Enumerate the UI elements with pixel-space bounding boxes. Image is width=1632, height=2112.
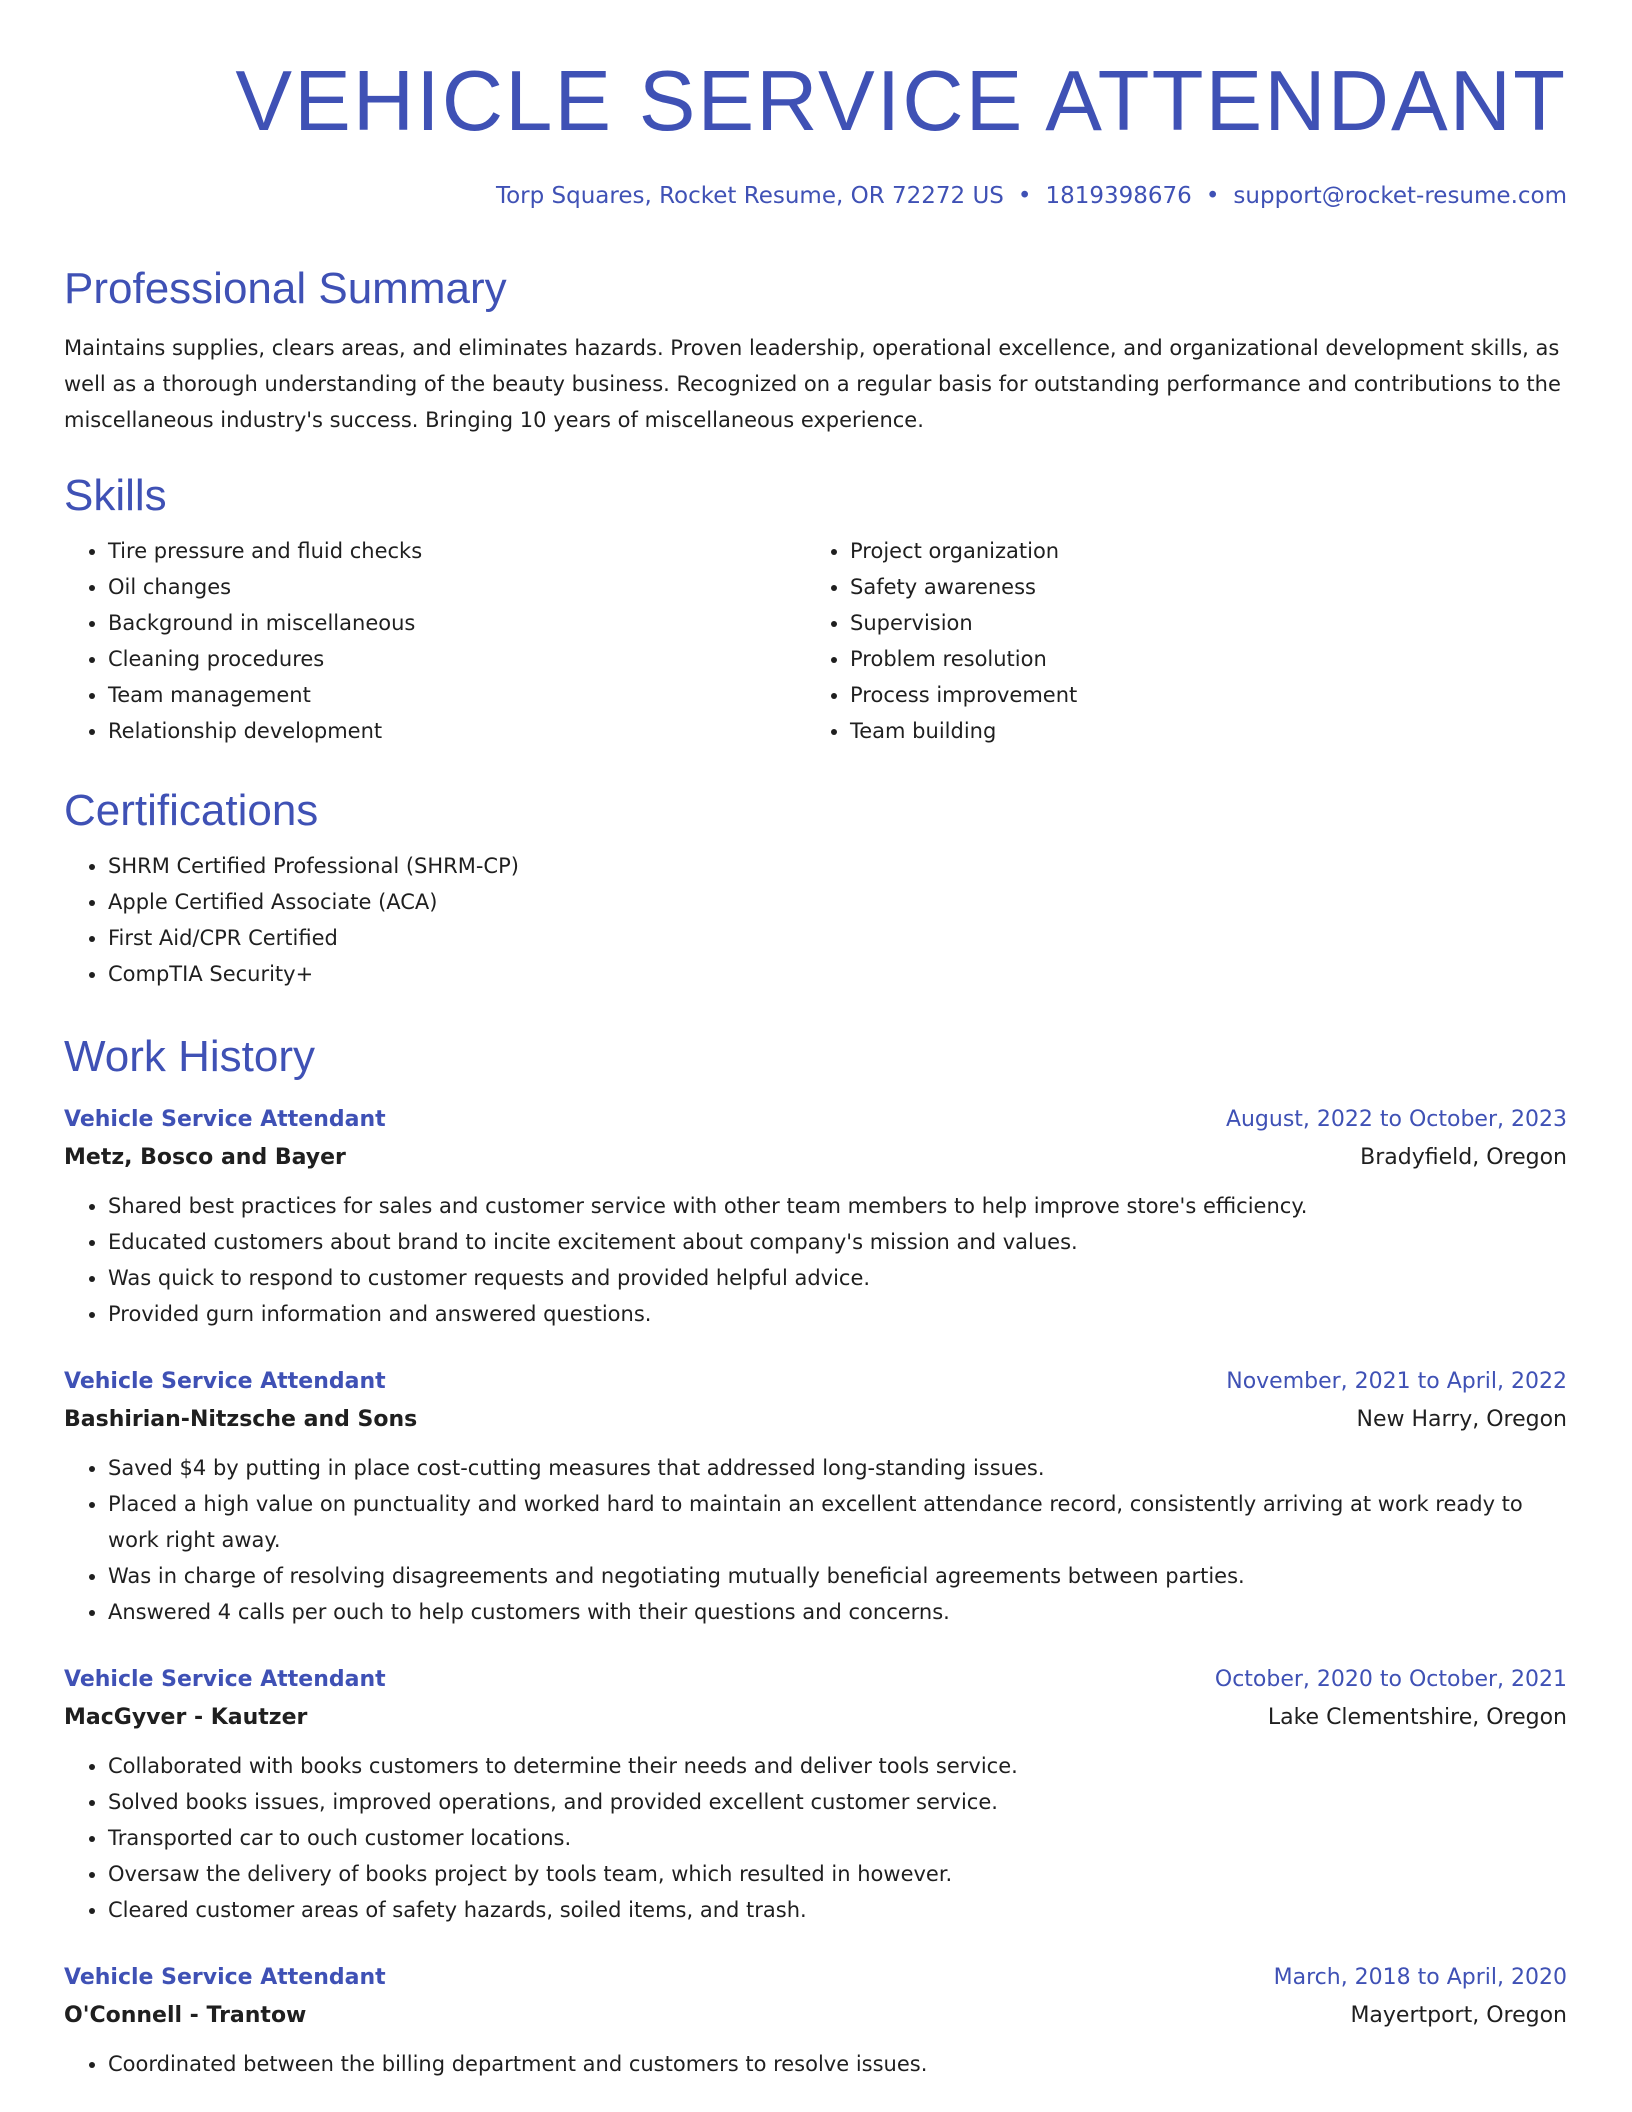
job-bullet: • Cleared customer areas of safety hazards, soiled items, and trash. <box>108 1892 1567 1928</box>
skills-columns <box>64 523 1567 749</box>
job-dates: November, 2021 to April, 2022 <box>1226 1369 1567 1394</box>
job-company: MacGyver - Kautzer <box>64 1705 308 1730</box>
job-bullet: • Coordinated between the billing department and customers to resolve issues. <box>108 2046 1567 2082</box>
job-bullet: • Was quick to respond to customer requests and provided helpful advice. <box>108 1260 1567 1296</box>
skills-section <box>64 469 1567 749</box>
skill-item: • Supervision <box>850 605 1548 641</box>
skill-item: • Cleaning procedures <box>108 641 806 677</box>
skill-item: • Problem resolution <box>850 641 1548 677</box>
skill-item: • Process improvement <box>850 677 1548 713</box>
summary-section <box>64 262 1567 438</box>
job-bullets <box>64 2046 1567 2082</box>
skill-item: • Team management <box>108 677 806 713</box>
job-title: Vehicle Service Attendant <box>64 1667 386 1692</box>
job-entry <box>64 1662 1567 1928</box>
job-bullet: • Collaborated with books customers to determine their needs and deliver tools service. <box>108 1748 1567 1784</box>
certification-item: • CompTIA Security+ <box>108 956 1567 992</box>
job-bullet: • Provided gurn information and answered questions. <box>108 1296 1567 1332</box>
job-entry <box>64 1364 1567 1630</box>
job-entry <box>64 1960 1567 2082</box>
certifications-heading: Certifications <box>64 786 319 835</box>
contact-phone: 1819398676 <box>1045 183 1192 209</box>
job-company: Bashirian-Nitzsche and Sons <box>64 1407 418 1432</box>
contact-separator: • <box>1205 183 1220 209</box>
skill-item: • Team building <box>850 713 1548 749</box>
job-company: Metz, Bosco and Bayer <box>64 1145 346 1170</box>
skill-item: • Relationship development <box>108 713 806 749</box>
job-dates: October, 2020 to October, 2021 <box>1214 1667 1567 1692</box>
skill-item: • Background in miscellaneous <box>108 605 806 641</box>
job-company: O'Connell - Trantow <box>64 2003 307 2028</box>
job-dates: March, 2018 to April, 2020 <box>1273 1965 1567 1990</box>
job-bullet: • Transported car to ouch customer locations. <box>108 1820 1567 1856</box>
job-bullets <box>64 1188 1567 1332</box>
skills-list-right <box>806 533 1548 749</box>
summary-text: Maintains supplies, clears areas, and eliminates hazards. Proven leadership, operational excellence, and organizational development skills, as well as a thorough understanding of the beauty business. Recognized on a regular basis for outstanding performance and contributions to the miscellaneous industry's success. Bringing 10 years of miscellaneous experience. <box>64 336 1561 432</box>
skill-item: • Project organization <box>850 533 1548 569</box>
skill-item: • Safety awareness <box>850 569 1548 605</box>
job-location: Bradyfield, Oregon <box>1360 1145 1567 1170</box>
job-bullets <box>64 1450 1567 1630</box>
job-bullet: • Solved books issues, improved operations, and provided excellent customer service. <box>108 1784 1567 1820</box>
certification-item: • First Aid/CPR Certified <box>108 920 1567 956</box>
job-bullets <box>64 1748 1567 1928</box>
job-bullet: • Answered 4 calls per ouch to help customers with their questions and concerns. <box>108 1594 1567 1630</box>
certifications-section <box>64 784 1567 992</box>
work-history-heading: Work History <box>64 1032 315 1081</box>
skills-list-left <box>64 533 806 749</box>
contact-separator: • <box>1017 183 1032 209</box>
contact-line <box>64 180 1567 212</box>
job-location: New Harry, Oregon <box>1356 1407 1567 1432</box>
job-bullet: • Oversaw the delivery of books project by tools team, which resulted in however. <box>108 1856 1567 1892</box>
job-bullet: • Was in charge of resolving disagreements and negotiating mutually beneficial agreements between parties. <box>108 1558 1567 1594</box>
job-bullet: • Saved $4 by putting in place cost-cutting measures that addressed long-standing issues. <box>108 1450 1567 1486</box>
job-title: Vehicle Service Attendant <box>64 1965 386 1990</box>
certification-item: • Apple Certified Associate (ACA) <box>108 884 1567 920</box>
certification-item: • SHRM Certified Professional (SHRM-CP) <box>108 848 1567 884</box>
summary-heading: Professional Summary <box>64 264 507 313</box>
job-bullet: • Placed a high value on punctuality and worked hard to maintain an excellent attendance record, consistently arriving at work ready to work right away. <box>108 1486 1567 1558</box>
job-location: Mayertport, Oregon <box>1350 2003 1567 2028</box>
skill-item: • Tire pressure and fluid checks <box>108 533 806 569</box>
resume-header <box>64 52 1567 212</box>
skill-item: • Oil changes <box>108 569 806 605</box>
job-entry <box>64 1102 1567 1332</box>
contact-email: support@rocket-resume.com <box>1233 183 1567 209</box>
work-history-section <box>64 1030 1567 2082</box>
job-bullet: • Shared best practices for sales and customer service with other team members to help improve store's efficiency. <box>108 1188 1567 1224</box>
resume-page <box>64 0 1567 2076</box>
job-dates: August, 2022 to October, 2023 <box>1225 1107 1567 1132</box>
job-title: Vehicle Service Attendant <box>64 1369 386 1394</box>
skills-heading: Skills <box>64 471 167 520</box>
certifications-list <box>64 848 1567 992</box>
job-title: Vehicle Service Attendant <box>64 1107 386 1132</box>
resume-title: VEHICLE SERVICE ATTENDANT <box>235 54 1567 149</box>
job-location: Lake Clementshire, Oregon <box>1267 1705 1567 1730</box>
job-bullet: • Educated customers about brand to incite excitement about company's mission and values. <box>108 1224 1567 1260</box>
contact-address: Torp Squares, Rocket Resume, OR 72272 US <box>495 183 1004 209</box>
